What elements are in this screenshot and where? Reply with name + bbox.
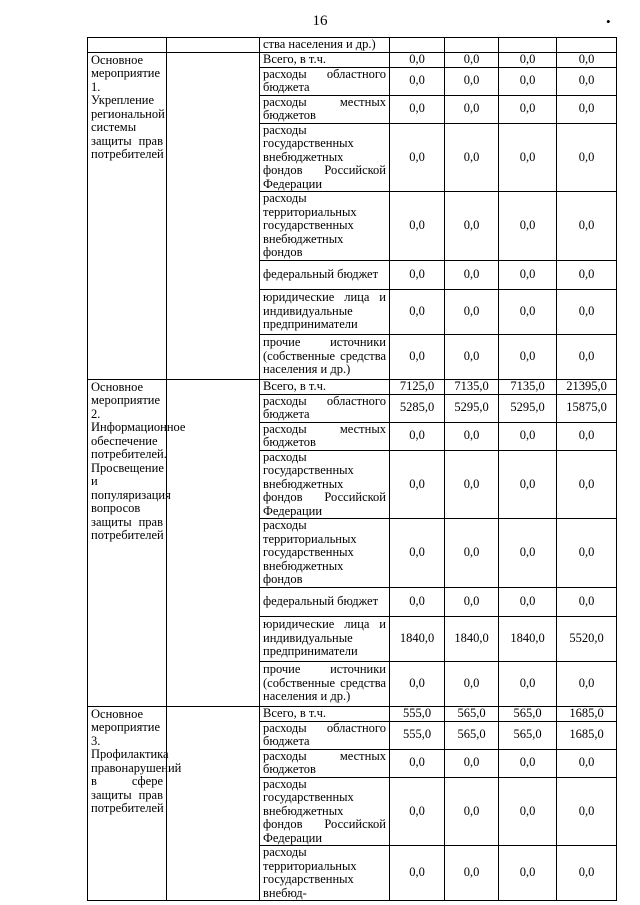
amount-cell: 0,0 <box>557 777 617 846</box>
funding-source: расходы территориальных государственных внебюджетных фондов <box>260 519 390 588</box>
amount-cell: 0,0 <box>557 519 617 588</box>
amount-cell: 0,0 <box>445 777 499 846</box>
amount-cell: 0,0 <box>499 749 557 777</box>
amount-cell: 0,0 <box>499 519 557 588</box>
amount-cell: 0,0 <box>499 192 557 261</box>
amount-cell: 5520,0 <box>557 616 617 661</box>
amount-cell: 0,0 <box>390 749 445 777</box>
amount-cell <box>557 38 617 53</box>
amount-cell: 0,0 <box>390 52 445 67</box>
amount-cell: 0,0 <box>557 289 617 334</box>
measure-title: Основное мероприятие 3. Профилактика правонарушений в сфере защиты прав потребителей <box>88 706 167 901</box>
funding-source: расходы территориальных государственных внебюд- <box>260 846 390 901</box>
amount-cell: 555,0 <box>390 721 445 749</box>
funding-source: расходы государственных внебюджетных фондов Российской Федерации <box>260 123 390 192</box>
amount-cell: 0,0 <box>445 661 499 706</box>
funding-source: прочие источники (собственные средства населения и др.) <box>260 334 390 379</box>
amount-cell: 0,0 <box>499 67 557 95</box>
amount-cell: 7125,0 <box>390 379 445 394</box>
amount-cell: 0,0 <box>390 123 445 192</box>
amount-cell: 0,0 <box>557 260 617 289</box>
funding-source: юридические лица и индивидуальные предприниматели <box>260 289 390 334</box>
table-row <box>88 38 617 53</box>
amount-cell: 0,0 <box>445 289 499 334</box>
amount-cell: 1685,0 <box>557 706 617 721</box>
funding-source: расходы территориальных государственных внебюджетных фондов <box>260 192 390 261</box>
amount-cell: 1840,0 <box>499 616 557 661</box>
amount-cell: 0,0 <box>445 123 499 192</box>
amount-cell: 0,0 <box>390 260 445 289</box>
funding-source: юридические лица и индивидуальные предприниматели <box>260 616 390 661</box>
funding-source: расходы местных бюджетов <box>260 422 390 450</box>
amount-cell: 0,0 <box>557 192 617 261</box>
amount-cell: 0,0 <box>445 52 499 67</box>
amount-cell: 0,0 <box>499 422 557 450</box>
funding-source: прочие источники (собственные средства населения и др.) <box>260 661 390 706</box>
funding-source: расходы областного бюджета <box>260 67 390 95</box>
executor-cell <box>167 706 260 901</box>
amount-cell: 0,0 <box>499 260 557 289</box>
amount-cell: 555,0 <box>390 706 445 721</box>
amount-cell: 0,0 <box>390 587 445 616</box>
table-row <box>88 52 617 67</box>
amount-cell: 0,0 <box>499 289 557 334</box>
amount-cell: 0,0 <box>445 587 499 616</box>
amount-cell: 0,0 <box>445 749 499 777</box>
table-row <box>88 706 617 721</box>
funding-source: расходы областного бюджета <box>260 394 390 422</box>
funding-source: федеральный бюджет <box>260 260 390 289</box>
amount-cell: 0,0 <box>390 334 445 379</box>
measure-title: Основное мероприятие 1. Укрепление региональной системы защиты прав потребителей <box>88 52 167 379</box>
amount-cell: 0,0 <box>390 422 445 450</box>
amount-cell: 0,0 <box>499 587 557 616</box>
amount-cell: 0,0 <box>445 519 499 588</box>
table-row <box>88 379 617 394</box>
amount-cell: 0,0 <box>390 95 445 123</box>
measure-title <box>88 38 167 53</box>
amount-cell: 0,0 <box>499 846 557 901</box>
funding-source: Всего, в т.ч. <box>260 706 390 721</box>
funding-source: расходы областного бюджета <box>260 721 390 749</box>
funding-source: расходы государственных внебюджетных фондов Российской Федерации <box>260 450 390 519</box>
amount-cell: 1840,0 <box>445 616 499 661</box>
amount-cell: 0,0 <box>557 846 617 901</box>
amount-cell: 0,0 <box>499 777 557 846</box>
amount-cell: 0,0 <box>557 661 617 706</box>
amount-cell <box>390 38 445 53</box>
funding-source: федеральный бюджет <box>260 587 390 616</box>
amount-cell: 0,0 <box>390 192 445 261</box>
corner-mark: • <box>606 14 611 29</box>
amount-cell: 0,0 <box>445 334 499 379</box>
amount-cell <box>445 38 499 53</box>
amount-cell: 0,0 <box>390 661 445 706</box>
measure-title: Основное мероприятие 2. Информационное обеспечение потребителей. Просвещение и популяризация вопросов защиты прав потребителей <box>88 379 167 706</box>
amount-cell: 5285,0 <box>390 394 445 422</box>
amount-cell: 5295,0 <box>445 394 499 422</box>
amount-cell: 0,0 <box>445 422 499 450</box>
amount-cell: 0,0 <box>557 52 617 67</box>
amount-cell: 0,0 <box>499 450 557 519</box>
funding-source: расходы государственных внебюджетных фондов Российской Федерации <box>260 777 390 846</box>
amount-cell: 0,0 <box>445 67 499 95</box>
amount-cell: 0,0 <box>557 587 617 616</box>
amount-cell: 0,0 <box>557 334 617 379</box>
amount-cell: 565,0 <box>445 721 499 749</box>
amount-cell <box>499 38 557 53</box>
amount-cell: 0,0 <box>445 450 499 519</box>
amount-cell: 0,0 <box>390 450 445 519</box>
amount-cell: 0,0 <box>499 52 557 67</box>
amount-cell: 7135,0 <box>499 379 557 394</box>
page-number: 16 <box>312 13 328 29</box>
funding-source: ства населения и др.) <box>260 38 390 53</box>
amount-cell: 15875,0 <box>557 394 617 422</box>
amount-cell: 0,0 <box>557 67 617 95</box>
funding-source: Всего, в т.ч. <box>260 52 390 67</box>
amount-cell: 0,0 <box>557 95 617 123</box>
executor-cell <box>167 38 260 53</box>
amount-cell: 0,0 <box>390 777 445 846</box>
amount-cell: 565,0 <box>499 721 557 749</box>
amount-cell: 0,0 <box>390 846 445 901</box>
amount-cell: 0,0 <box>390 519 445 588</box>
amount-cell: 0,0 <box>499 123 557 192</box>
amount-cell: 0,0 <box>499 95 557 123</box>
amount-cell: 21395,0 <box>557 379 617 394</box>
amount-cell: 0,0 <box>445 95 499 123</box>
amount-cell: 7135,0 <box>445 379 499 394</box>
funding-source: расходы местных бюджетов <box>260 749 390 777</box>
amount-cell: 0,0 <box>557 123 617 192</box>
table-body <box>88 38 617 901</box>
amount-cell: 0,0 <box>499 334 557 379</box>
amount-cell: 5295,0 <box>499 394 557 422</box>
amount-cell: 0,0 <box>390 67 445 95</box>
amount-cell: 565,0 <box>499 706 557 721</box>
funding-source: Всего, в т.ч. <box>260 379 390 394</box>
amount-cell: 565,0 <box>445 706 499 721</box>
executor-cell <box>167 52 260 379</box>
amount-cell: 0,0 <box>390 289 445 334</box>
amount-cell: 0,0 <box>445 260 499 289</box>
budget-table <box>87 37 617 901</box>
amount-cell: 0,0 <box>445 192 499 261</box>
amount-cell: 0,0 <box>557 450 617 519</box>
amount-cell: 0,0 <box>557 749 617 777</box>
amount-cell: 0,0 <box>499 661 557 706</box>
funding-source: расходы местных бюджетов <box>260 95 390 123</box>
amount-cell: 1840,0 <box>390 616 445 661</box>
amount-cell: 0,0 <box>557 422 617 450</box>
amount-cell: 0,0 <box>445 846 499 901</box>
amount-cell: 1685,0 <box>557 721 617 749</box>
